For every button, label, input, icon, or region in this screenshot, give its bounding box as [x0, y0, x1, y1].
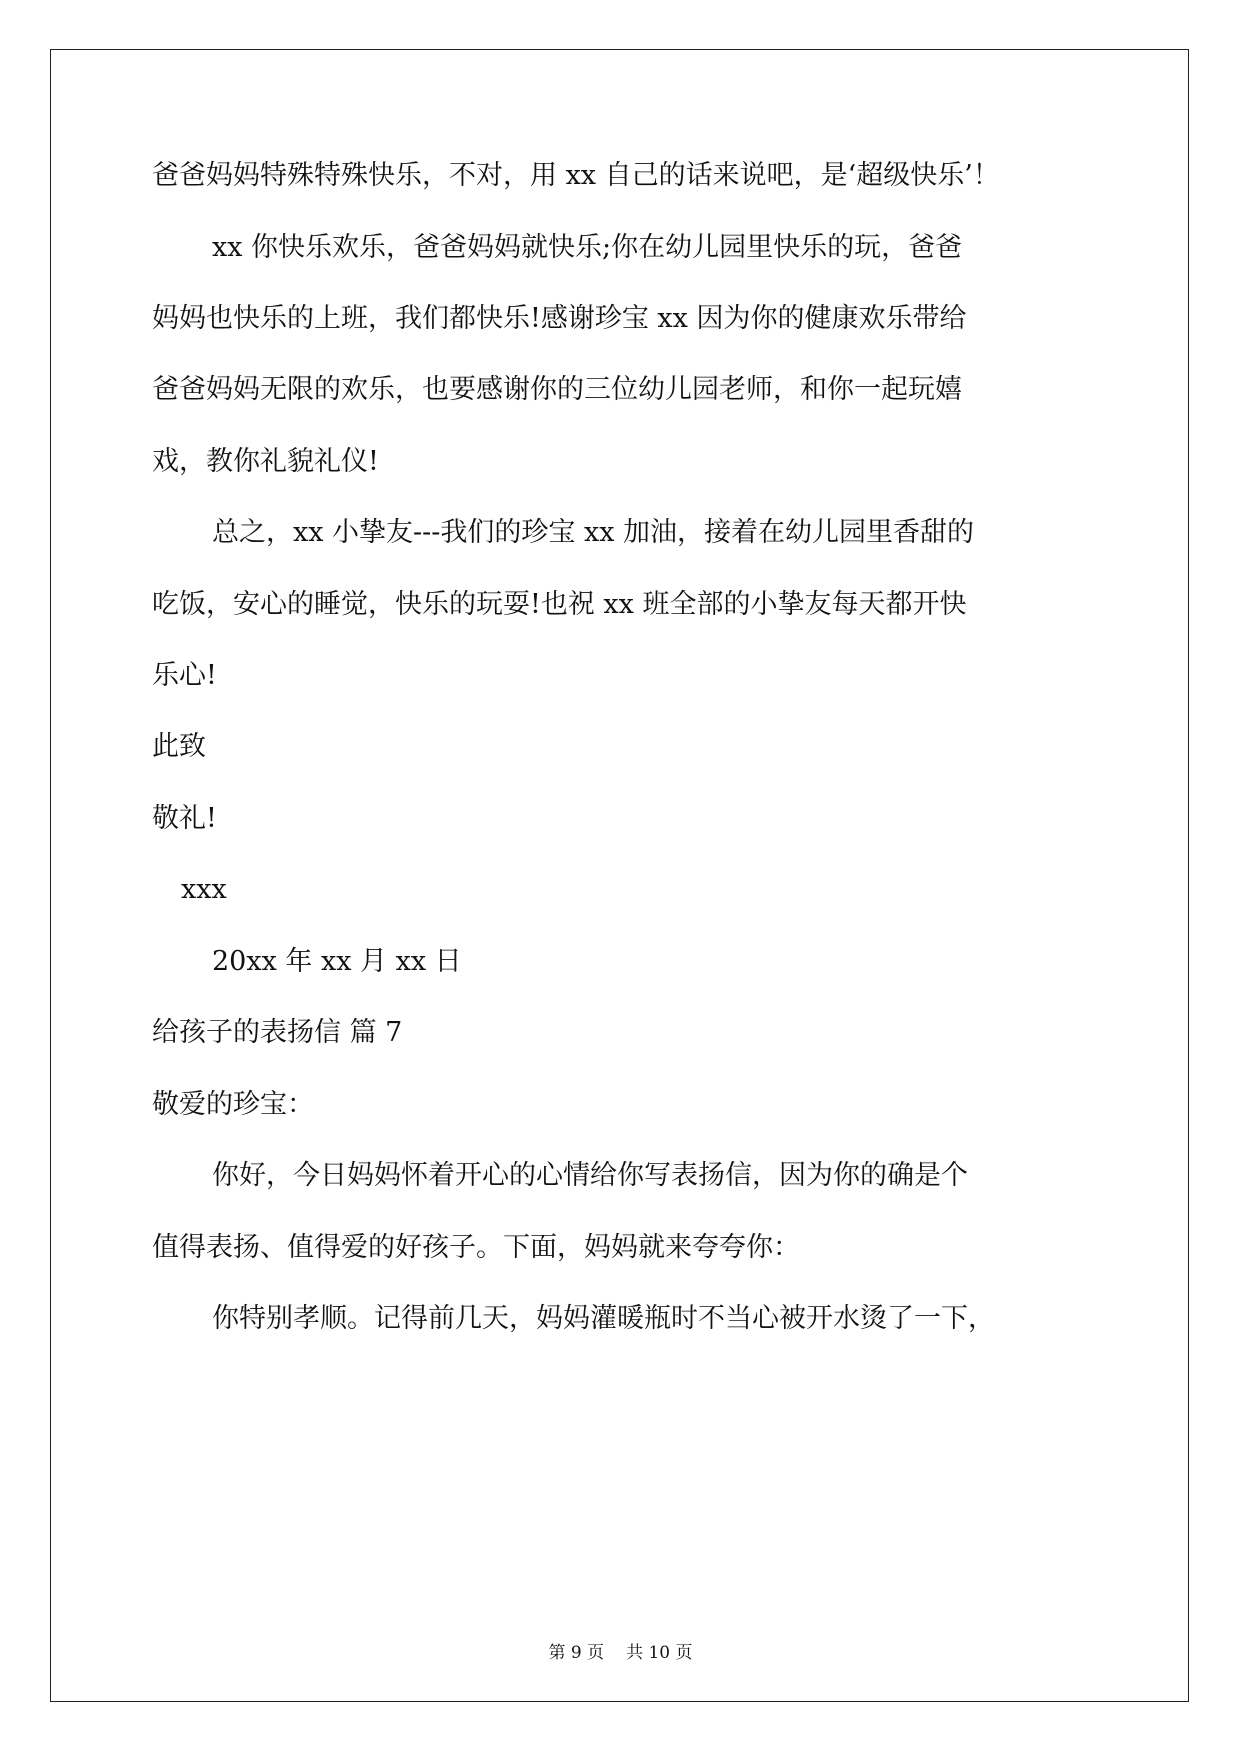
text-line-17: 你特别孝顺。记得前几天，妈妈灌暖瓶时不当心被开水烫了一下， — [212, 1303, 995, 1334]
section-heading: 给孩子的表扬信 篇 7 — [152, 1017, 403, 1048]
page-total: 共 10 页 — [626, 1643, 693, 1663]
text-line-7: 吃饭，安心的睡觉，快乐的玩耍!也祝 xx 班全部的小挚友每天都开快 — [152, 589, 967, 620]
greeting-line: 敬爱的珍宝： — [152, 1089, 314, 1120]
page-footer — [0, 1641, 1241, 1665]
text-line-3: 妈妈也快乐的上班，我们都快乐!感谢珍宝 xx 因为你的健康欢乐带给 — [152, 303, 967, 334]
signature: xxx — [181, 874, 227, 905]
closing-salutation: 此致 — [152, 731, 206, 762]
date-line: 20xx 年 xx 月 xx 日 — [212, 946, 462, 977]
page-number: 第 9 页 — [548, 1643, 605, 1663]
text-line-8: 乐心! — [152, 660, 217, 691]
text-line-1: 爸爸妈妈特殊特殊快乐，不对，用 xx 自己的话来说吧，是‘超级快乐’！ — [152, 160, 1000, 191]
text-line-15: 你好，今日妈妈怀着开心的心情给你写表扬信，因为你的确是个 — [212, 1160, 968, 1191]
text-line-2: xx 你快乐欢乐，爸爸妈妈就快乐;你在幼儿园里快乐的玩，爸爸 — [212, 232, 963, 263]
text-line-5: 戏，教你礼貌礼仪! — [152, 446, 379, 477]
text-line-6: 总之，xx 小挚友---我们的珍宝 xx 加油，接着在幼儿园里香甜的 — [212, 517, 975, 548]
text-line-16: 值得表扬、值得爱的好孩子。下面，妈妈就来夸夸你： — [152, 1232, 800, 1263]
closing-regards: 敬礼! — [152, 803, 217, 834]
text-line-4: 爸爸妈妈无限的欢乐，也要感谢你的三位幼儿园老师，和你一起玩嬉 — [152, 374, 962, 405]
